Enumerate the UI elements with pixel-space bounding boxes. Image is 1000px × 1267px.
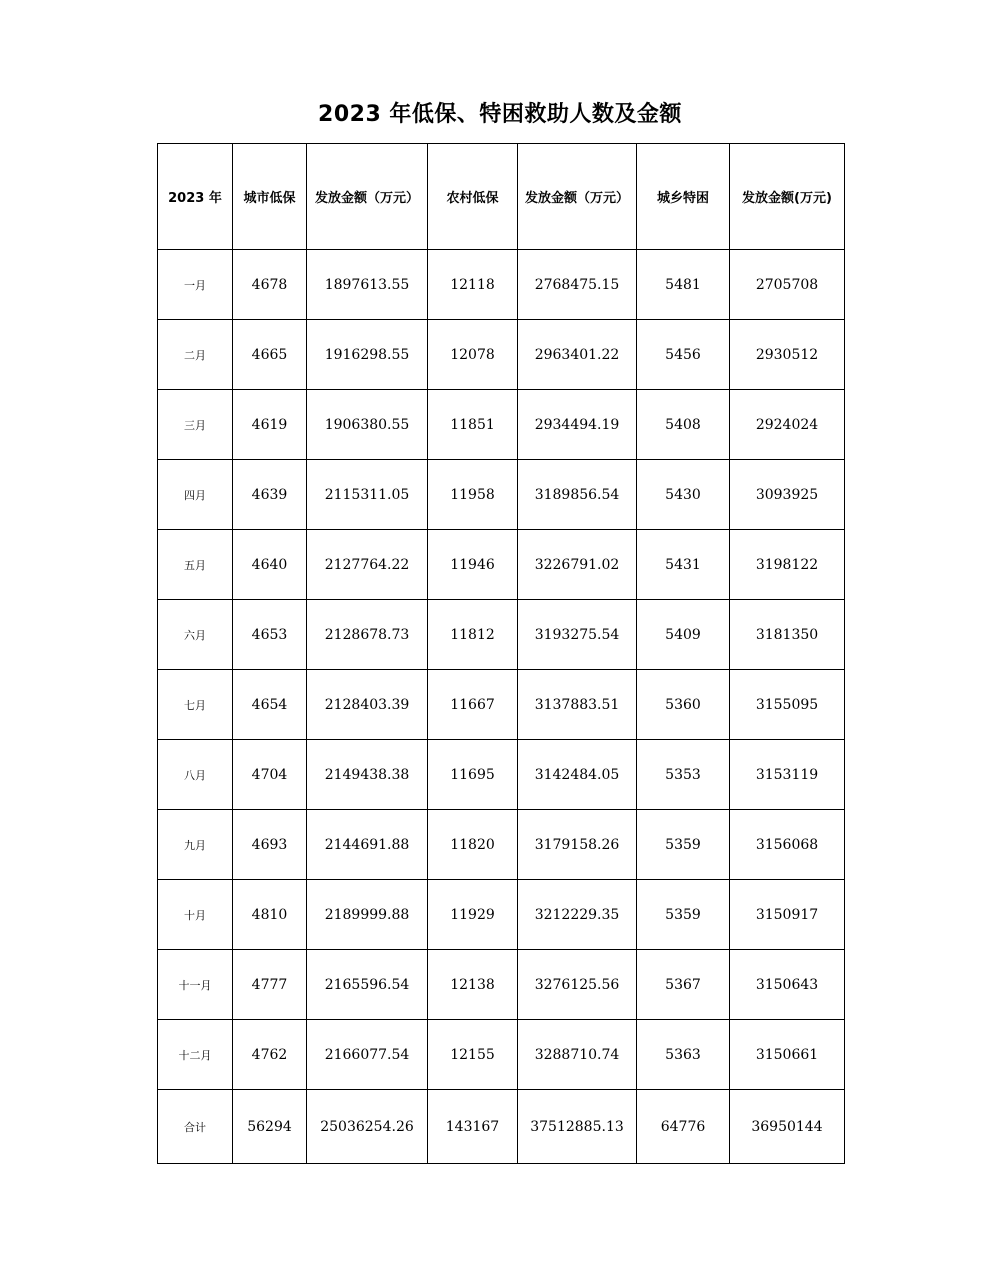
month-cell: 合计 <box>158 1090 233 1164</box>
rural-amount-cell: 3179158.26 <box>518 810 637 880</box>
urban-dibao-cell: 4704 <box>233 740 307 810</box>
tekun-amount-cell: 3093925 <box>730 460 845 530</box>
tekun-amount-cell: 2930512 <box>730 320 845 390</box>
header-year: 2023 年 <box>158 144 233 250</box>
month-cell: 十一月 <box>158 950 233 1020</box>
table-row <box>158 810 845 880</box>
rural-dibao-cell: 11851 <box>428 390 518 460</box>
month-cell: 十二月 <box>158 1020 233 1090</box>
urban-amount-cell: 2115311.05 <box>307 460 428 530</box>
table-body <box>158 250 845 1164</box>
urban-amount-cell: 2144691.88 <box>307 810 428 880</box>
urban-dibao-cell: 4777 <box>233 950 307 1020</box>
tekun-amount-cell: 2705708 <box>730 250 845 320</box>
month-cell: 二月 <box>158 320 233 390</box>
tekun-amount-cell: 3150661 <box>730 1020 845 1090</box>
page-title: 2023 年低保、特困救助人数及金额 <box>318 102 682 127</box>
tekun-amount-cell: 36950144 <box>730 1090 845 1164</box>
rural-amount-cell: 3212229.35 <box>518 880 637 950</box>
rural-dibao-cell: 11946 <box>428 530 518 600</box>
table-row <box>158 950 845 1020</box>
rural-dibao-cell: 11695 <box>428 740 518 810</box>
rural-dibao-cell: 12118 <box>428 250 518 320</box>
rural-dibao-cell: 11929 <box>428 880 518 950</box>
rural-amount-cell: 3193275.54 <box>518 600 637 670</box>
tekun-cell: 64776 <box>637 1090 730 1164</box>
month-cell: 三月 <box>158 390 233 460</box>
urban-dibao-cell: 4653 <box>233 600 307 670</box>
urban-dibao-cell: 4640 <box>233 530 307 600</box>
rural-dibao-cell: 12155 <box>428 1020 518 1090</box>
data-table <box>157 143 845 1164</box>
urban-amount-cell: 2127764.22 <box>307 530 428 600</box>
month-cell: 四月 <box>158 460 233 530</box>
rural-amount-cell: 2963401.22 <box>518 320 637 390</box>
tekun-cell: 5353 <box>637 740 730 810</box>
rural-dibao-cell: 11820 <box>428 810 518 880</box>
tekun-cell: 5363 <box>637 1020 730 1090</box>
tekun-amount-cell: 3155095 <box>730 670 845 740</box>
tekun-cell: 5408 <box>637 390 730 460</box>
rural-amount-cell: 3189856.54 <box>518 460 637 530</box>
tekun-amount-cell: 3198122 <box>730 530 845 600</box>
urban-dibao-cell: 4654 <box>233 670 307 740</box>
tekun-amount-cell: 3153119 <box>730 740 845 810</box>
tekun-cell: 5456 <box>637 320 730 390</box>
table-row <box>158 670 845 740</box>
urban-dibao-cell: 4619 <box>233 390 307 460</box>
header-urban-dibao: 城市低保 <box>233 144 307 250</box>
rural-dibao-cell: 143167 <box>428 1090 518 1164</box>
rural-dibao-cell: 11958 <box>428 460 518 530</box>
rural-amount-cell: 3142484.05 <box>518 740 637 810</box>
month-cell: 八月 <box>158 740 233 810</box>
month-cell: 五月 <box>158 530 233 600</box>
total-row <box>158 1090 845 1164</box>
table-row <box>158 390 845 460</box>
tekun-cell: 5481 <box>637 250 730 320</box>
table-row <box>158 530 845 600</box>
urban-amount-cell: 1916298.55 <box>307 320 428 390</box>
urban-amount-cell: 1906380.55 <box>307 390 428 460</box>
urban-amount-cell: 25036254.26 <box>307 1090 428 1164</box>
urban-amount-cell: 2189999.88 <box>307 880 428 950</box>
month-cell: 六月 <box>158 600 233 670</box>
header-row <box>158 144 845 250</box>
urban-dibao-cell: 4665 <box>233 320 307 390</box>
tekun-cell: 5409 <box>637 600 730 670</box>
rural-amount-cell: 3226791.02 <box>518 530 637 600</box>
month-cell: 一月 <box>158 250 233 320</box>
tekun-amount-cell: 2924024 <box>730 390 845 460</box>
table-row <box>158 740 845 810</box>
tekun-amount-cell: 3181350 <box>730 600 845 670</box>
table-row <box>158 250 845 320</box>
urban-amount-cell: 2128403.39 <box>307 670 428 740</box>
table-row <box>158 600 845 670</box>
tekun-cell: 5359 <box>637 810 730 880</box>
rural-amount-cell: 3137883.51 <box>518 670 637 740</box>
urban-amount-cell: 2166077.54 <box>307 1020 428 1090</box>
table-row <box>158 320 845 390</box>
urban-amount-cell: 1897613.55 <box>307 250 428 320</box>
urban-dibao-cell: 4639 <box>233 460 307 530</box>
urban-dibao-cell: 56294 <box>233 1090 307 1164</box>
month-cell: 十月 <box>158 880 233 950</box>
urban-dibao-cell: 4693 <box>233 810 307 880</box>
header-urban-amount: 发放金额（万元） <box>307 144 428 250</box>
urban-dibao-cell: 4678 <box>233 250 307 320</box>
urban-amount-cell: 2128678.73 <box>307 600 428 670</box>
tekun-amount-cell: 3156068 <box>730 810 845 880</box>
tekun-cell: 5367 <box>637 950 730 1020</box>
urban-amount-cell: 2165596.54 <box>307 950 428 1020</box>
table-row <box>158 460 845 530</box>
rural-dibao-cell: 11812 <box>428 600 518 670</box>
rural-amount-cell: 37512885.13 <box>518 1090 637 1164</box>
tekun-amount-cell: 3150917 <box>730 880 845 950</box>
month-cell: 九月 <box>158 810 233 880</box>
table-row <box>158 880 845 950</box>
rural-dibao-cell: 12078 <box>428 320 518 390</box>
header-tekun: 城乡特困 <box>637 144 730 250</box>
tekun-cell: 5431 <box>637 530 730 600</box>
rural-amount-cell: 3276125.56 <box>518 950 637 1020</box>
header-rural-amount: 发放金额（万元） <box>518 144 637 250</box>
urban-dibao-cell: 4810 <box>233 880 307 950</box>
tekun-cell: 5359 <box>637 880 730 950</box>
urban-amount-cell: 2149438.38 <box>307 740 428 810</box>
header-rural-dibao: 农村低保 <box>428 144 518 250</box>
rural-amount-cell: 3288710.74 <box>518 1020 637 1090</box>
tekun-cell: 5430 <box>637 460 730 530</box>
rural-dibao-cell: 12138 <box>428 950 518 1020</box>
rural-amount-cell: 2768475.15 <box>518 250 637 320</box>
month-cell: 七月 <box>158 670 233 740</box>
urban-dibao-cell: 4762 <box>233 1020 307 1090</box>
table-row <box>158 1020 845 1090</box>
rural-dibao-cell: 11667 <box>428 670 518 740</box>
tekun-cell: 5360 <box>637 670 730 740</box>
rural-amount-cell: 2934494.19 <box>518 390 637 460</box>
header-tekun-amount: 发放金额(万元) <box>730 144 845 250</box>
tekun-amount-cell: 3150643 <box>730 950 845 1020</box>
